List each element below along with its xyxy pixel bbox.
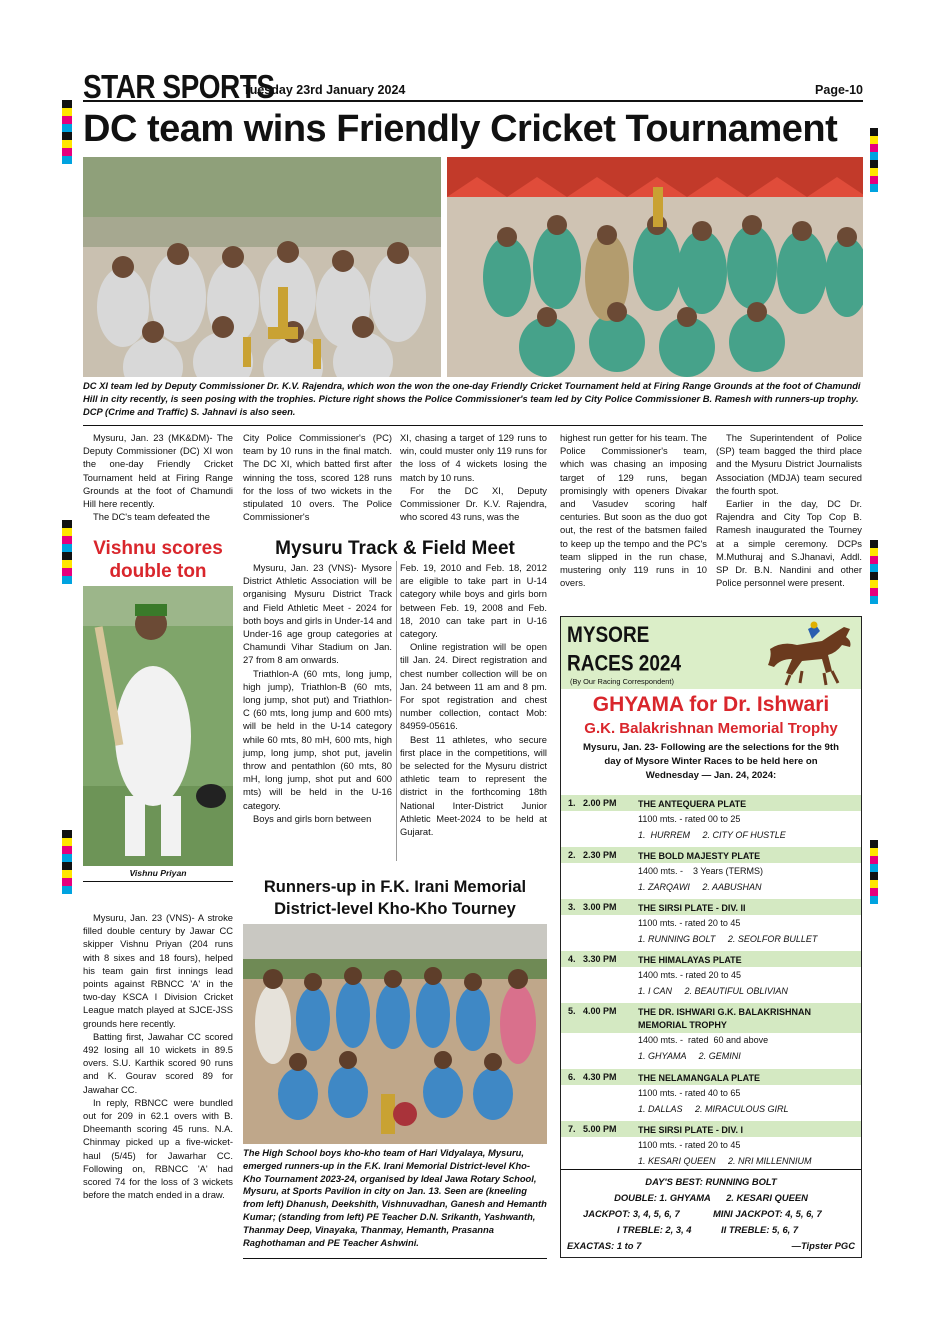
vishnu-caption-rule <box>83 881 233 882</box>
race-name: THE HIMALAYAS PLATE <box>638 955 742 965</box>
dc-story-col4 <box>560 431 707 589</box>
races-title-line1: MYSORE <box>567 623 650 648</box>
race-selections: 1. HURREM 2. CITY OF HUSTLE <box>638 829 786 840</box>
caption-rule <box>83 425 863 426</box>
race-name: THE BOLD MAJESTY PLATE <box>638 851 761 861</box>
paragraph: In reply, RBNCC were bundled out for 209 in 62.1 overs with B. Dheemanth scoring 45 runs. N.A. Chinmay picked up a five-wicket-haul (5/45) for Jawarhar CC. Following on, RBNCC 'A' had scored 74 for the loss of 3 wickets before the match ended in a draw. <box>83 1096 233 1201</box>
racehorse-icon <box>762 619 857 687</box>
race-number: 3. <box>568 902 576 912</box>
page-headline: DC team wins Friendly Cricket Tournament <box>83 108 838 150</box>
double-pick: DOUBLE: 1. GHYAMA 2. KESARI QUEEN <box>614 1192 808 1203</box>
treble-one: I TREBLE: 2, 3, 4 <box>617 1224 692 1235</box>
races-footer-rule <box>561 1169 861 1170</box>
races-subheadline: G.K. Balakrishnan Memorial Trophy <box>584 720 838 737</box>
races-title-line2: RACES 2024 <box>567 652 682 677</box>
dc-team-photo <box>83 157 441 377</box>
paragraph: The DC's team defeated the <box>93 511 210 523</box>
vishnu-photo-caption: Vishnu Priyan <box>129 868 187 878</box>
race-entry <box>561 847 861 897</box>
track-headline: Mysuru Track & Field Meet <box>275 538 515 559</box>
race-distance: 1100 mts. - rated 40 to 65 <box>638 1088 741 1098</box>
tipster-credit: —Tipster PGC <box>791 1240 855 1251</box>
race-entry <box>561 795 861 845</box>
paragraph: Online registration will be open till Jan. 24. Direct registration and chest number collection will be on Jan. 24 between 11 am and 8 pm. For spot registration and chest number collection, contact Mob: 84959-05616. <box>400 641 547 732</box>
race-bar <box>561 1121 861 1137</box>
registration-mark-mid <box>62 520 72 584</box>
dc-story-col5 <box>716 431 862 589</box>
top-photo-caption: DC XI team led by Deputy Commissioner Dr. K.V. Rajendra, which won the won the one-day Friendly Cricket Tournament held at Firing Range Grounds at the foot of Chamundi Hill in city recently, is seen posing with the trophies. Picture right shows the Police Commissioner's team led by City Police Commissioner B. Ramesh with runners-up trophy. DCP (Crime and Traffic) S. Jahnavi is also seen. <box>83 380 861 417</box>
race-bar <box>561 1003 861 1033</box>
track-story-col1 <box>243 561 392 825</box>
paragraph: Mysuru, Jan. 23 (MK&DM)- The Deputy Commissioner (DC) XI won the one-day Friendly Cricket Tournament held at Firing Range Grounds at the foot of Chamundi Hill here recently. <box>83 432 233 510</box>
vishnu-headline: Vishnu scores double ton <box>93 538 223 582</box>
paragraph: Best 11 athletes, who secure first place in the competitions, will be selected for the Mysuru district athletic team to represent the district in the forthcoming 18th National Inter-District Junior Athletic Meet-2024 to be held at Gujarat. <box>400 733 547 838</box>
race-bar <box>561 1069 861 1085</box>
registration-mark-right-mid <box>870 540 878 604</box>
race-distance: 1400 mts. - rated 20 to 45 <box>638 970 742 980</box>
race-number: 4. <box>568 954 576 964</box>
races-header <box>561 617 861 689</box>
race-time: 4.00 PM <box>583 1006 617 1016</box>
race-selections: 1. KESARI QUEEN 2. NRI MILLENNIUM <box>638 1155 812 1166</box>
exactas: EXACTAS: 1 to 7 <box>567 1240 642 1251</box>
race-name: THE DR. ISHWARI G.K. BALAKRISHNAN MEMORIAL TROPHY <box>638 1007 811 1030</box>
section-brand: STAR SPORTS <box>83 68 275 106</box>
paragraph: City Police Commissioner's (PC) team by 10 runs in the final match. The DC XI, which batted first after winning the toss, scored 128 runs for the loss of two wickets in the stipulated 10 overs. The Police Commissioner's <box>243 432 392 523</box>
column-divider <box>396 561 397 861</box>
race-name: THE SIRSI PLATE - DIV. I <box>638 1125 744 1135</box>
paragraph: Batting first, Jawahar CC scored 492 losing all 10 wickets in 89.5 overs. S.U. Karthik scored 90 runs and K. Gourav scored 89 for Jawahar CC. <box>83 1030 233 1095</box>
race-number: 2. <box>568 850 576 860</box>
races-byline: (By Our Racing Correspondent) <box>570 677 674 686</box>
race-number: 6. <box>568 1072 576 1082</box>
race-time: 2.30 PM <box>583 850 617 860</box>
race-details <box>638 1086 789 1117</box>
kho-caption-rule <box>243 1258 547 1259</box>
race-distance: 1400 mts. - 3 Years (TERMS) <box>638 866 764 876</box>
registration-mark-right-low <box>870 840 878 904</box>
race-number: 5. <box>568 1006 576 1016</box>
race-details <box>638 916 817 947</box>
race-distance: 1100 mts. - rated 20 to 45 <box>638 1140 741 1150</box>
vishnu-photo <box>83 586 233 866</box>
treble-two: II TREBLE: 5, 6, 7 <box>721 1224 799 1235</box>
race-selections: 1. RUNNING BOLT 2. SEOLFOR BULLET <box>638 933 818 944</box>
kho-headline: Runners-up in F.K. Irani Memorial District-level Kho-Kho Tourney <box>263 878 527 918</box>
paragraph: Earlier in the day, DC Dr. Rajendra and City Top Cop B. Ramesh inaugurated the Tourney at a simple ceremony. DCPs M.Muthuraj and S.Jhanavi, Addl. SP Dr. B.N. Nandini and other Police personnel were present. <box>716 498 862 589</box>
registration-mark-right-top <box>870 128 878 192</box>
race-name: THE NELAMANGALA PLATE <box>638 1073 760 1083</box>
race-selections: 1. DALLAS 2. MIRACULOUS GIRL <box>638 1103 789 1114</box>
race-entry <box>561 899 861 949</box>
race-name: THE SIRSI PLATE - DIV. II <box>638 903 746 913</box>
race-time: 4.30 PM <box>583 1072 617 1082</box>
race-distance: 1100 mts. - rated 00 to 25 <box>638 814 741 824</box>
jackpot: JACKPOT: 3, 4, 5, 6, 7 <box>583 1208 680 1219</box>
vishnu-story <box>83 911 233 1201</box>
race-number: 7. <box>568 1124 576 1134</box>
pc-team-photo <box>447 157 863 377</box>
race-name: THE ANTEQUERA PLATE <box>638 799 747 809</box>
mini-jackpot: MINI JACKPOT: 4, 5, 6, 7 <box>713 1208 822 1219</box>
race-distance: 1400 mts. - rated 60 and above <box>638 1035 769 1045</box>
race-time: 2.00 PM <box>583 798 617 808</box>
paragraph: Boys and girls born between <box>253 812 372 824</box>
masthead <box>83 68 863 106</box>
race-details <box>638 968 788 999</box>
race-entry <box>561 1003 861 1067</box>
kho-team-photo <box>243 924 547 1144</box>
dc-story-col3 <box>400 431 547 523</box>
page-number: Page-10 <box>815 83 863 97</box>
paragraph: XI, chasing a target of 129 runs to win, could muster only 119 runs for the loss of 4 wickets losing the match by 10 runs. <box>400 432 547 483</box>
race-bar <box>561 795 861 811</box>
race-entry <box>561 1069 861 1119</box>
mysore-races-box <box>560 616 862 1258</box>
race-number: 1. <box>568 798 576 808</box>
registration-mark-low <box>62 830 72 894</box>
race-bar <box>561 951 861 967</box>
track-story-col2 <box>400 561 547 838</box>
paragraph: Mysuru, Jan. 23 (VNS)- A stroke filled double century by Jawar CC skipper Vishnu Priyan (204 runs with 8 sixes and 18 fours), helped his team gain first innings lead points against RBNCC 'A' in the two-day KSCA I Division Cricket League match played at SJCE-JSS grounds here recently. <box>83 912 233 1029</box>
race-entry <box>561 1121 861 1171</box>
races-intro: Mysuru, Jan. 23- Following are the selections for the 9th day of Mysore Winter Races to be held here on Wednesday — Jan. 24, 2024: <box>583 742 839 781</box>
paragraph: highest run getter for his team. The Police Commissioner's team, which was chasing an imposing target of 129 runs, began promisingly with openers Divakar and Vasudev scoring half centuries. But soon as the duo got out, the rest of the batsmen failed to keep up the tempo and the PC's team slipped in the run chase, mustering only 119 runs in 10 overs. <box>560 432 707 589</box>
paragraph: The Superintendent of Police (SP) team bagged the third place and the Mysuru District Journalists Association (MDJA) team secured the fourth spot. <box>716 432 862 496</box>
race-selections: 1. ZARQAWI 2. AABUSHAN <box>638 881 762 892</box>
dc-story-col2 <box>243 431 392 523</box>
days-best: DAY'S BEST: RUNNING BOLT <box>645 1176 777 1187</box>
race-distance: 1100 mts. - rated 20 to 45 <box>638 918 741 928</box>
kho-photo-caption: The High School boys kho-kho team of Hari Vidyalaya, Mysuru, emerged runners-up in the F.K. Irani Memorial District-level Kho-Kho Tournament 2023-24, organised by Ideal Jawa Rotary School, Mysuru, at Sports Pavilion in city on Jan. 13. Seen are (kneeling from left) Dhanush, Deekshith, Vishnuvadhan, Ganesh and Hemanth Kumar; (standing from left) PE Teacher D.N. Srikanth, Yashwanth, Thanmay Deep, Vinayaka, Thanmay, Hemanth, Prasanna Raghothaman and PE Teacher Ashwini. <box>243 1147 547 1248</box>
paragraph: For the DC XI, Deputy Commissioner Dr. K.V. Rajendra, who scored 43 runs, was the <box>400 484 547 523</box>
dc-story-col1 <box>83 431 233 523</box>
race-bar <box>561 847 861 863</box>
race-details <box>638 1033 768 1064</box>
race-time: 5.00 PM <box>583 1124 617 1134</box>
race-time: 3.30 PM <box>583 954 617 964</box>
race-selections: 1. I CAN 2. BEAUTIFUL OBLIVIAN <box>638 985 788 996</box>
races-headline: GHYAMA for Dr. Ishwari <box>592 693 830 716</box>
paragraph: Mysuru, Jan. 23 (VNS)- Mysore District Athletic Association will be organising Mysuru District Track and Field Athletic Meet - 2024 for both boys and girls in Under-14 and Under-16 age group categories at Chamundi Vihar Stadium on Jan. 27 from 8 am onwards. <box>243 562 392 666</box>
race-details <box>638 812 786 843</box>
race-bar <box>561 899 861 915</box>
race-details <box>638 1138 812 1169</box>
registration-mark-top <box>62 100 72 164</box>
race-entry <box>561 951 861 1001</box>
issue-date: Tuesday 23rd January 2024 <box>243 83 406 97</box>
races-footer <box>561 1173 861 1253</box>
paragraph: Triathlon-A (60 mts, long jump, high jump), Triathlon-B (60 mts, long jump, shot put) and Triathlon-C (60 mts, long jump and 600 mts) will be held in the U-14 category while 60 mts, 80 mH, 600 mts, high jump, long jump, shot put, javelin throw and pentathlon (60 mts, 80 mH, long jump, shot put and 600 mts) will be held in the U-16 category. <box>243 667 392 811</box>
race-time: 3.00 PM <box>583 902 617 912</box>
paragraph: Feb. 19, 2010 and Feb. 18, 2012 are eligible to take part in U-14 category while boys and girls born between Feb. 19, 2008 and Feb. 18, 2010 can take part in U-16 category. <box>400 562 547 640</box>
race-details <box>638 864 763 895</box>
races-title <box>567 620 681 680</box>
race-selections: 1. GHYAMA 2. GEMINI <box>638 1050 741 1061</box>
